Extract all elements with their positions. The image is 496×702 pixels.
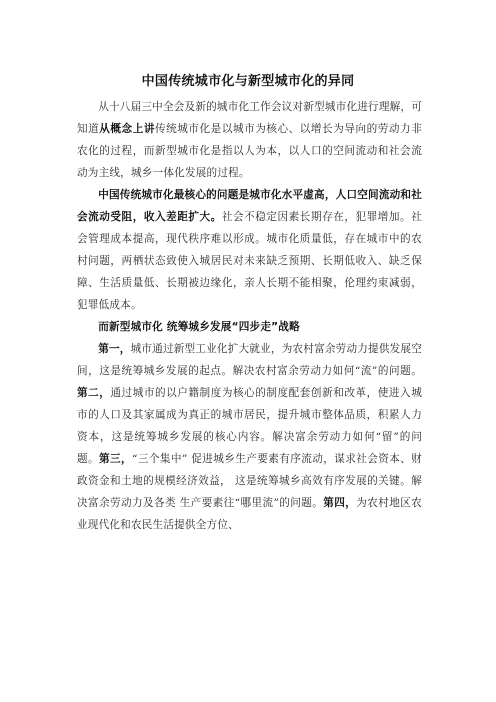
paragraph-core-problem xyxy=(77,184,422,316)
step-four-label: 第四， xyxy=(323,497,357,509)
paragraph-concept-text: 传统城市化是以城市为核心、以增长为导向的劳动力非农化的过程，而新型城市化是指以人为本，以人口的空间流动和社会流动为主线，城乡一体化发展的过程。 xyxy=(77,123,422,179)
step-three-text: “三个集中” 促进城乡生产要素有序流动，谋求社会资本、财政资金和土地的规模经济效益， 这是统筹城乡高效有序发展的关键。解决富余劳动力及各类 生产要素往“哪里流”的问题。 xyxy=(77,453,422,509)
step-two-label: 第二， xyxy=(77,387,111,399)
paragraph-concept xyxy=(77,96,422,184)
paragraph-core-problem-emphasis: 中国传统城市化最核心的问题是城市化水平虚高，人口空间流动和社会流动受阻，收入差距扩大。 xyxy=(77,189,422,223)
step-four-text: 为农村地区农业现代化和农民生活提供全方位、 xyxy=(77,497,422,531)
step-one-text: 城市通过新型工业化扩大就业，为农村富余劳动力提供发展空间，这是统筹城乡发展的起点。解决农村富余劳动力如何“流”的问题。 xyxy=(77,343,423,377)
paragraph-concept-emphasis: 从概念上讲 xyxy=(99,123,155,135)
document-body xyxy=(77,96,422,536)
step-three-label: 第三， xyxy=(99,453,132,465)
paragraph-core-problem-text: 社会不稳定因素长期存在，犯罪增加。社会管理成本提高，现代秩序难以形成。城市化质量低，存在城市中的农村问题，两栖状态致使入城居民对未来缺乏预期、长期低收入、缺乏保障、生活质量低、长期被边缘化，亲人长期不能相聚，伦理约束减弱，犯罪低成本。 xyxy=(77,211,422,311)
step-two-text: 通过城市的以户籍制度为核心的制度配套创新和改革，使进入城市的人口及其家属成为真正的城市居民，提升城市整体品质，积累人力资本，这是统筹城乡发展的核心内容。解决富余劳动力如何“留”的问题。 xyxy=(77,387,422,465)
paragraph-four-steps xyxy=(77,338,422,536)
step-one-label: 第一， xyxy=(98,343,131,355)
section-heading: 而新型城市化 统筹城乡发展“四步走”战略 xyxy=(98,321,300,333)
document-title: 中国传统城市化与新型城市化的异同 xyxy=(141,74,355,89)
paragraph-concept-intro: 从十八届三中全会及新的城市化工作会议对新型城市化进行理解，可知道 xyxy=(77,101,422,135)
